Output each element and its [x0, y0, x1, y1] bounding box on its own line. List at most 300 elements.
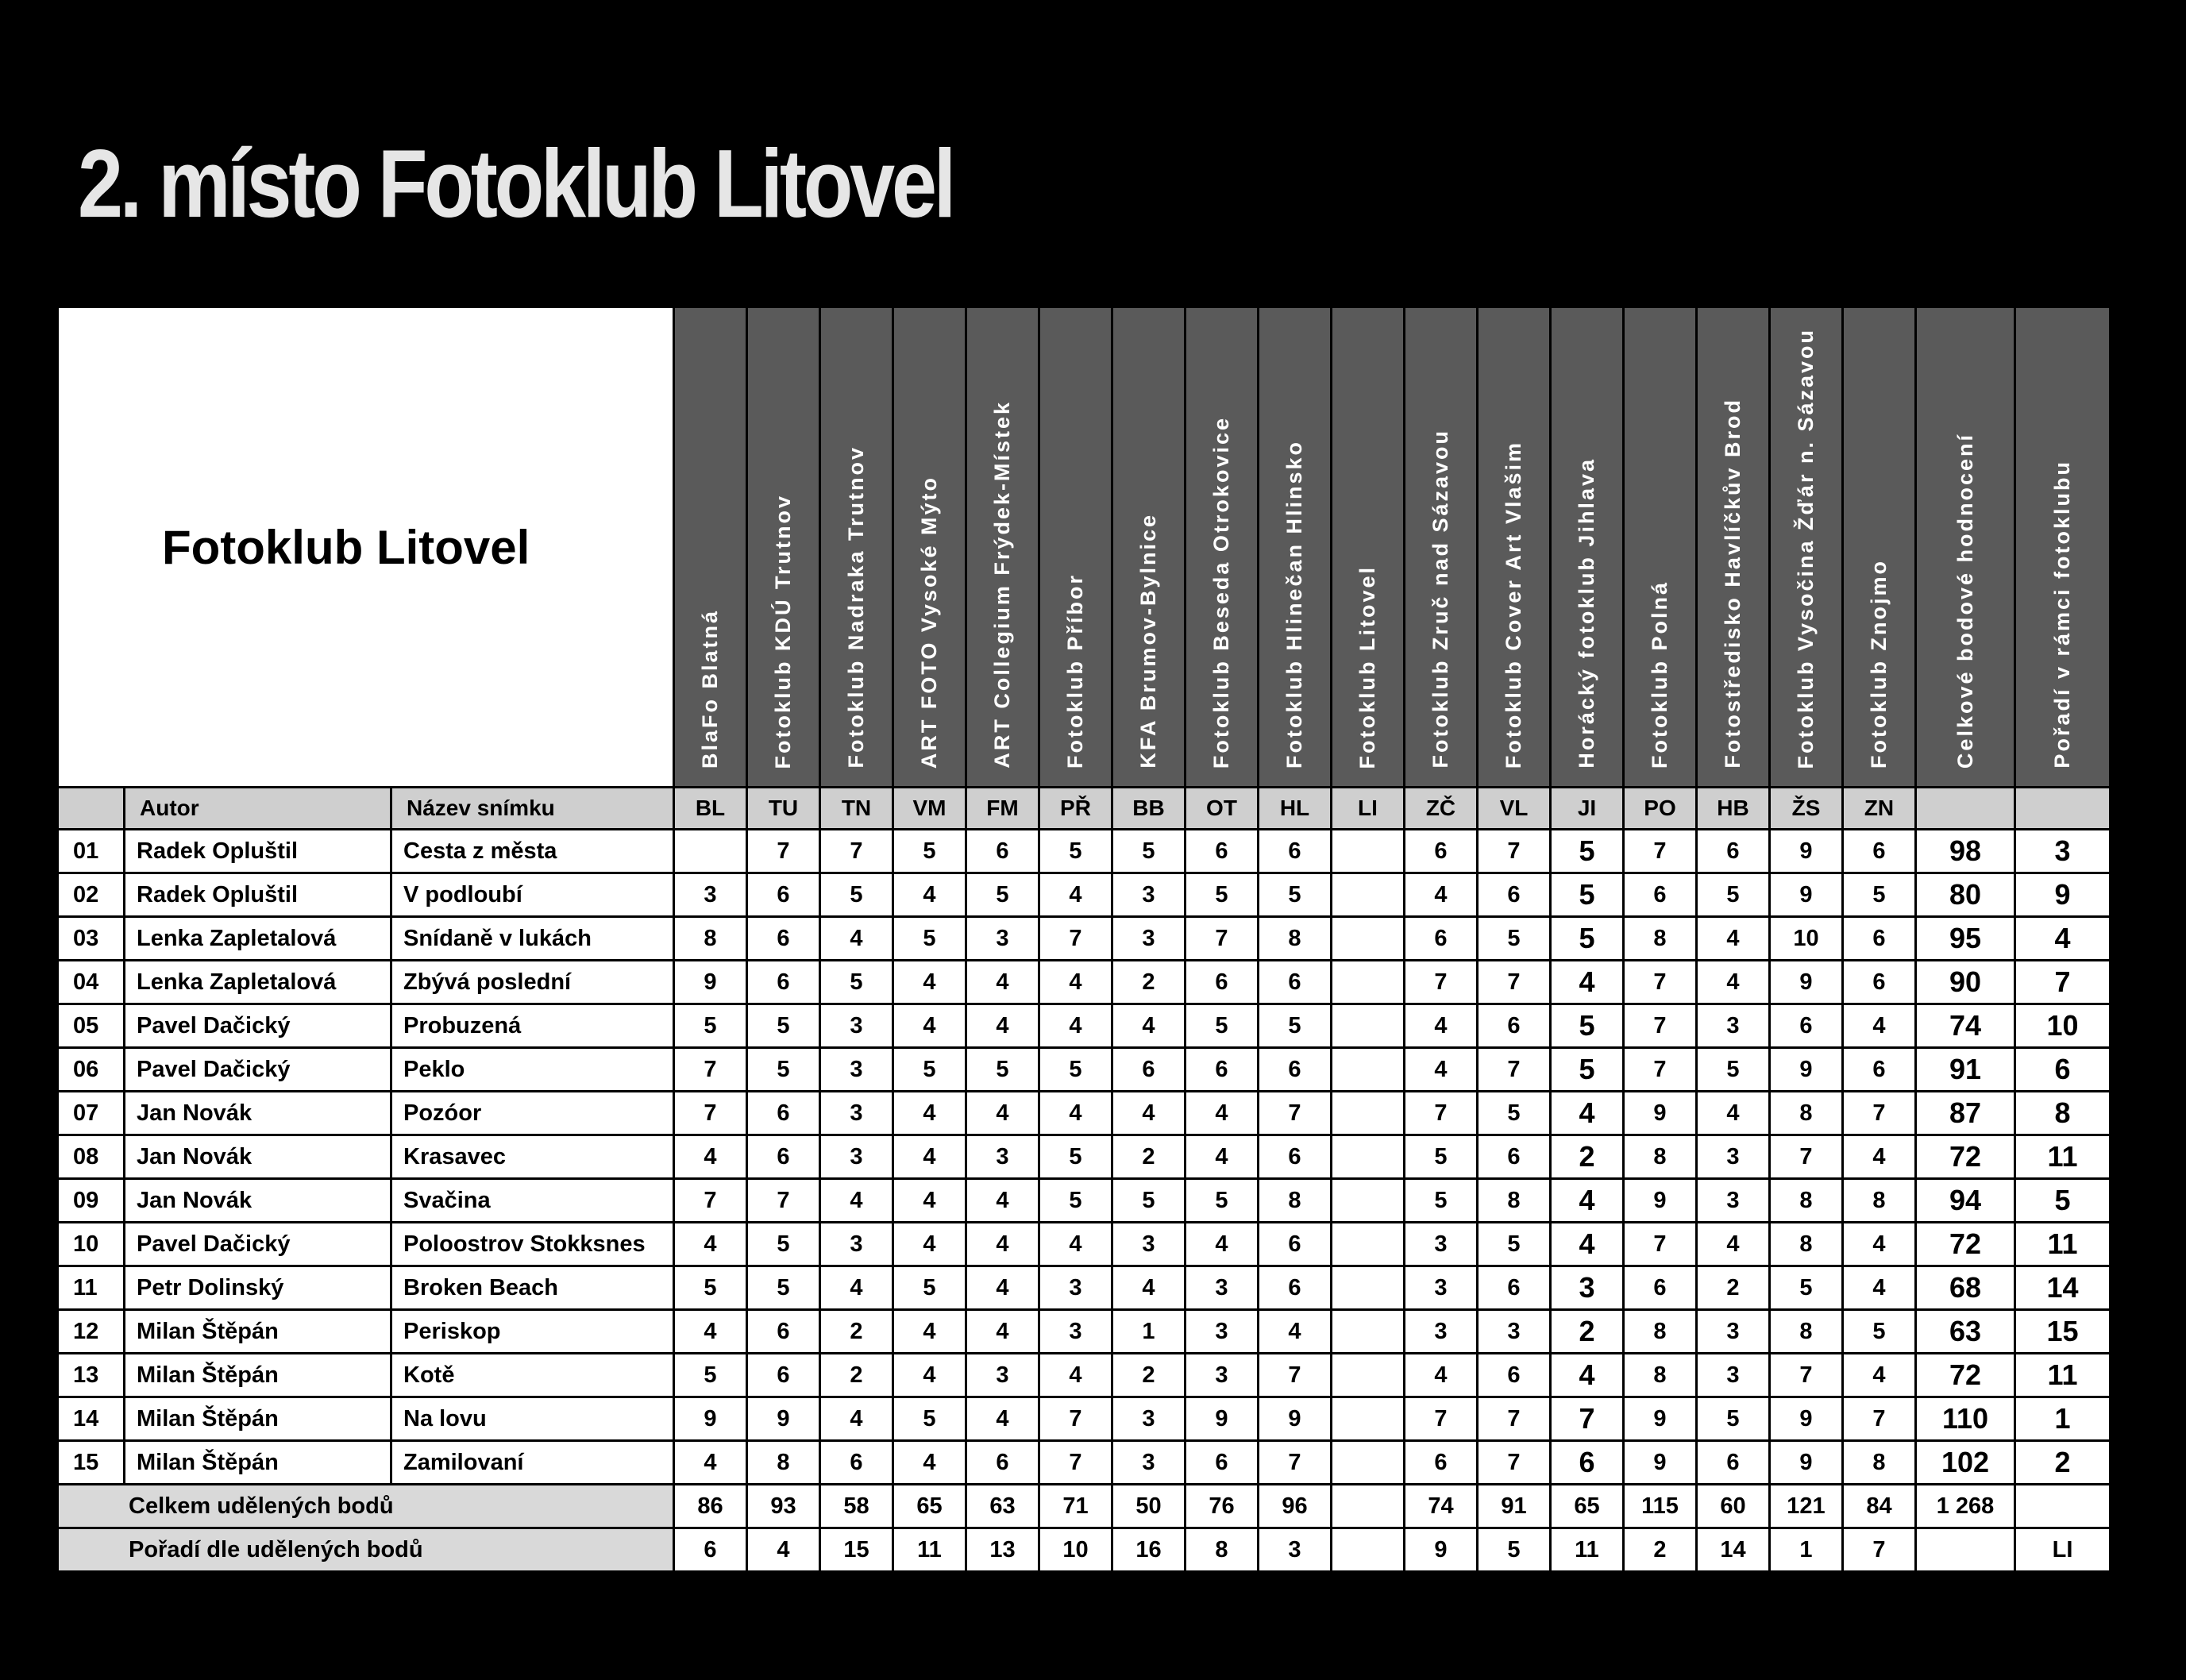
score-cell: 8	[1259, 1179, 1332, 1223]
score-cell	[1332, 1223, 1405, 1266]
score-cell: 3	[1405, 1266, 1478, 1310]
score-cell: 4	[1551, 1179, 1624, 1223]
score-cell: 6	[1624, 873, 1697, 917]
total-score-cell: 91	[1916, 1048, 2015, 1092]
ranking-row-value: 6	[674, 1528, 747, 1572]
total-score-cell: 80	[1916, 873, 2015, 917]
totals-row-value: 74	[1405, 1485, 1478, 1528]
score-cell: 4	[1551, 1223, 1624, 1266]
score-cell: 6	[1697, 1441, 1770, 1485]
ranking-row-rank: LI	[2015, 1528, 2111, 1572]
score-cell: 4	[1551, 1092, 1624, 1135]
photo-title-cell: Krasavec	[391, 1135, 674, 1179]
score-cell: 2	[820, 1310, 893, 1354]
table-row	[58, 1092, 2111, 1135]
club-rank-cell: 8	[2015, 1092, 2111, 1135]
author-cell: Milan Štěpán	[125, 1354, 391, 1397]
photo-title-cell: Kotě	[391, 1354, 674, 1397]
score-cell: 9	[1624, 1441, 1697, 1485]
score-cell: 6	[1186, 1441, 1259, 1485]
total-score-cell: 74	[1916, 1004, 2015, 1048]
totals-row-value: 76	[1186, 1485, 1259, 1528]
table-row	[58, 1354, 2111, 1397]
photo-number: 08	[58, 1135, 125, 1179]
judge-column-header	[820, 307, 893, 788]
total-score-cell: 90	[1916, 961, 2015, 1004]
score-cell: 9	[1770, 961, 1843, 1004]
score-cell: 4	[966, 961, 1039, 1004]
totals-row-value: 84	[1843, 1485, 1916, 1528]
judge-code: PO	[1624, 788, 1697, 830]
score-cell: 8	[674, 917, 747, 961]
totals-row-value: 115	[1624, 1485, 1697, 1528]
score-cell: 3	[966, 1354, 1039, 1397]
table-row	[58, 1397, 2111, 1441]
ranking-row-value: 8	[1186, 1528, 1259, 1572]
total-score-cell: 110	[1916, 1397, 2015, 1441]
score-cell: 4	[1697, 917, 1770, 961]
score-cell: 5	[747, 1004, 820, 1048]
score-cell: 10	[1770, 917, 1843, 961]
score-cell: 6	[966, 1441, 1039, 1485]
score-cell: 7	[1186, 917, 1259, 961]
score-cell: 3	[1112, 1441, 1186, 1485]
score-cell	[1332, 1266, 1405, 1310]
score-cell: 6	[1405, 830, 1478, 873]
judge-column-header	[1259, 307, 1332, 788]
club-rank-cell: 15	[2015, 1310, 2111, 1354]
score-cell: 4	[1405, 1048, 1478, 1092]
score-cell: 5	[1843, 873, 1916, 917]
ranking-row-value: 15	[820, 1528, 893, 1572]
score-cell: 8	[1770, 1223, 1843, 1266]
score-cell: 9	[674, 961, 747, 1004]
num-header-cell	[58, 788, 125, 830]
score-cell: 3	[1112, 1223, 1186, 1266]
score-cell: 9	[1770, 1048, 1843, 1092]
totals-row-value: 58	[820, 1485, 893, 1528]
totals-row-value: 65	[893, 1485, 966, 1528]
judge-code: ZČ	[1405, 788, 1478, 830]
ranking-row	[58, 1528, 2111, 1572]
author-cell: Pavel Dačický	[125, 1004, 391, 1048]
score-cell: 4	[1039, 1004, 1112, 1048]
table-row	[58, 1179, 2111, 1223]
judge-club-name: ART Collegium Frýdek-Místek	[990, 400, 1014, 769]
score-cell: 5	[1039, 1135, 1112, 1179]
page-title: 2. místo Fotoklub Litovel	[78, 129, 954, 237]
score-cell: 4	[674, 1441, 747, 1485]
score-cell: 7	[1478, 961, 1551, 1004]
score-cell: 6	[747, 1354, 820, 1397]
judge-code: OT	[1186, 788, 1259, 830]
totals-row-total: 1 268	[1916, 1485, 2015, 1528]
total-score-cell: 98	[1916, 830, 2015, 873]
photo-title-cell: Cesta z města	[391, 830, 674, 873]
totals-row-value: 91	[1478, 1485, 1551, 1528]
ranking-row-value: 7	[1843, 1528, 1916, 1572]
score-cell: 4	[1186, 1223, 1259, 1266]
score-cell: 6	[1405, 1441, 1478, 1485]
photo-title-cell: Poloostrov Stokksnes	[391, 1223, 674, 1266]
score-cell: 9	[1186, 1397, 1259, 1441]
score-cell: 8	[1259, 917, 1332, 961]
table-row	[58, 1441, 2111, 1485]
club-rank-cell: 7	[2015, 961, 2111, 1004]
score-cell: 7	[1770, 1135, 1843, 1179]
photo-number: 09	[58, 1179, 125, 1223]
total-header	[1916, 307, 2015, 788]
photo-title-cell: Zbývá poslední	[391, 961, 674, 1004]
score-cell: 5	[1697, 873, 1770, 917]
judge-club-name: Fotoklub Cover Art Vlašim	[1502, 440, 1525, 769]
score-cell: 4	[674, 1223, 747, 1266]
judge-club-name: Fotoklub Znojmo	[1867, 559, 1891, 769]
judge-column-header	[1332, 307, 1405, 788]
photo-number: 07	[58, 1092, 125, 1135]
judge-column-header	[1697, 307, 1770, 788]
score-cell	[1332, 1048, 1405, 1092]
score-cell: 6	[747, 961, 820, 1004]
score-cell: 5	[893, 1048, 966, 1092]
author-cell: Jan Novák	[125, 1179, 391, 1223]
score-cell: 3	[1186, 1266, 1259, 1310]
score-cell: 4	[1039, 1092, 1112, 1135]
score-cell: 2	[820, 1354, 893, 1397]
score-cell: 4	[893, 873, 966, 917]
score-cell: 7	[674, 1048, 747, 1092]
author-cell: Milan Štěpán	[125, 1397, 391, 1441]
table-row	[58, 1004, 2111, 1048]
total-score-cell: 63	[1916, 1310, 2015, 1354]
score-cell: 4	[1697, 1223, 1770, 1266]
score-cell	[1332, 830, 1405, 873]
score-cell: 8	[1624, 917, 1697, 961]
score-cell: 4	[674, 1135, 747, 1179]
score-cell: 7	[1259, 1354, 1332, 1397]
score-cell: 3	[1112, 1397, 1186, 1441]
club-rank-cell: 11	[2015, 1354, 2111, 1397]
score-cell	[1332, 1310, 1405, 1354]
score-cell: 7	[1039, 1397, 1112, 1441]
score-cell: 2	[1112, 1354, 1186, 1397]
score-cell: 6	[1551, 1441, 1624, 1485]
score-cell: 6	[747, 873, 820, 917]
score-cell: 6	[966, 830, 1039, 873]
score-cell: 4	[820, 1179, 893, 1223]
total-header-code-cell	[1916, 788, 2015, 830]
judge-code: PŘ	[1039, 788, 1112, 830]
judge-code: ZN	[1843, 788, 1916, 830]
score-cell: 7	[1478, 1441, 1551, 1485]
score-cell: 5	[893, 917, 966, 961]
table-row	[58, 1310, 2111, 1354]
score-cell: 7	[1770, 1354, 1843, 1397]
judge-code: FM	[966, 788, 1039, 830]
score-cell: 7	[1551, 1397, 1624, 1441]
score-cell: 5	[674, 1004, 747, 1048]
score-cell: 6	[1697, 830, 1770, 873]
score-cell: 6	[1624, 1266, 1697, 1310]
judge-column-header	[1624, 307, 1697, 788]
totals-row-value: 93	[747, 1485, 820, 1528]
score-cell: 6	[747, 1092, 820, 1135]
photo-title-cell: Na lovu	[391, 1397, 674, 1441]
ranking-row-value: 4	[747, 1528, 820, 1572]
score-cell: 5	[893, 1266, 966, 1310]
score-cell: 9	[1259, 1397, 1332, 1441]
rank-header	[2015, 307, 2111, 788]
score-cell: 6	[747, 917, 820, 961]
score-cell: 5	[1259, 873, 1332, 917]
score-cell: 4	[1405, 1004, 1478, 1048]
score-cell: 4	[893, 1441, 966, 1485]
judge-code: LI	[1332, 788, 1405, 830]
club-rank-cell: 3	[2015, 830, 2111, 873]
club-rank-cell: 2	[2015, 1441, 2111, 1485]
score-cell	[1332, 1354, 1405, 1397]
table-row	[58, 1048, 2111, 1092]
score-cell: 4	[966, 1310, 1039, 1354]
score-cell: 5	[820, 873, 893, 917]
judge-column-header	[1770, 307, 1843, 788]
judge-club-name: Fotoklub Příbor	[1063, 573, 1087, 769]
score-cell: 5	[1186, 1179, 1259, 1223]
score-cell: 7	[1478, 1397, 1551, 1441]
score-cell: 4	[893, 1223, 966, 1266]
score-cell: 5	[1112, 1179, 1186, 1223]
score-cell: 4	[1039, 1223, 1112, 1266]
score-cell: 4	[820, 1397, 893, 1441]
judge-code: VL	[1478, 788, 1551, 830]
score-cell: 6	[1186, 1048, 1259, 1092]
score-cell: 6	[1843, 917, 1916, 961]
photo-number: 14	[58, 1397, 125, 1441]
score-cell: 9	[747, 1397, 820, 1441]
score-cell: 8	[1770, 1179, 1843, 1223]
score-cell: 3	[820, 1135, 893, 1179]
score-cell	[1332, 1441, 1405, 1485]
judge-club-name: Fotoklub Zruč nad Sázavou	[1428, 429, 1452, 769]
score-cell	[1332, 1004, 1405, 1048]
judge-column-header	[674, 307, 747, 788]
score-cell: 7	[1405, 1397, 1478, 1441]
author-cell: Radek Opluštil	[125, 830, 391, 873]
score-cell: 7	[1624, 830, 1697, 873]
table-row	[58, 1223, 2111, 1266]
score-cell: 5	[1551, 873, 1624, 917]
score-cell: 5	[1186, 873, 1259, 917]
photo-number: 11	[58, 1266, 125, 1310]
score-cell: 7	[1259, 1092, 1332, 1135]
score-cell: 5	[966, 873, 1039, 917]
score-cell: 5	[893, 1397, 966, 1441]
score-cell: 8	[1770, 1310, 1843, 1354]
score-cell: 8	[1770, 1092, 1843, 1135]
score-cell: 5	[1478, 1223, 1551, 1266]
score-cell: 6	[1770, 1004, 1843, 1048]
score-cell: 5	[1405, 1135, 1478, 1179]
judge-code: JI	[1551, 788, 1624, 830]
score-cell: 4	[1843, 1266, 1916, 1310]
score-cell: 6	[1478, 1135, 1551, 1179]
photo-number: 10	[58, 1223, 125, 1266]
totals-row-value: 121	[1770, 1485, 1843, 1528]
photo-number: 06	[58, 1048, 125, 1092]
score-cell: 3	[1405, 1310, 1478, 1354]
score-cell: 4	[1697, 1092, 1770, 1135]
score-cell: 1	[1112, 1310, 1186, 1354]
photo-title-cell: Peklo	[391, 1048, 674, 1092]
totals-row-rank	[2015, 1485, 2111, 1528]
score-cell: 4	[893, 1179, 966, 1223]
score-cell: 3	[1697, 1354, 1770, 1397]
photo-header: Název snímku	[391, 788, 674, 830]
score-cell: 6	[1259, 1048, 1332, 1092]
ranking-row-value: 5	[1478, 1528, 1551, 1572]
score-cell	[1332, 1135, 1405, 1179]
score-cell: 3	[1112, 873, 1186, 917]
score-cell: 7	[1039, 1441, 1112, 1485]
judge-column-header	[966, 307, 1039, 788]
judge-club-name: BlaFo Blatná	[698, 608, 722, 769]
score-cell: 4	[893, 1310, 966, 1354]
author-cell: Lenka Zapletalová	[125, 961, 391, 1004]
photo-title-cell: Broken Beach	[391, 1266, 674, 1310]
score-cell: 6	[1259, 830, 1332, 873]
score-cell: 5	[1112, 830, 1186, 873]
judge-code: HL	[1259, 788, 1332, 830]
score-cell: 2	[1697, 1266, 1770, 1310]
judge-column-header	[893, 307, 966, 788]
totals-row-value: 96	[1259, 1485, 1332, 1528]
table-row	[58, 917, 2111, 961]
judge-club-name: Fotoklub Vysočina Žďár n. Sázavou	[1794, 327, 1818, 769]
score-cell: 5	[1551, 917, 1624, 961]
ranking-row-value	[1332, 1528, 1405, 1572]
score-cell: 5	[1697, 1048, 1770, 1092]
judge-club-name: Fotostředisko Havlíčkův Brod	[1721, 398, 1745, 769]
photo-number: 02	[58, 873, 125, 917]
ranking-row-value: 3	[1259, 1528, 1332, 1572]
score-cell: 6	[1478, 873, 1551, 917]
score-cell: 5	[1405, 1179, 1478, 1223]
score-cell	[1332, 873, 1405, 917]
score-cell: 6	[1478, 1004, 1551, 1048]
club-rank-cell: 9	[2015, 873, 2111, 917]
score-cell: 4	[893, 1004, 966, 1048]
score-cell: 8	[1624, 1135, 1697, 1179]
score-cell: 9	[1770, 1441, 1843, 1485]
score-cell: 3	[1697, 1135, 1770, 1179]
score-cell: 8	[1843, 1179, 1916, 1223]
judge-club-name: KFA Brumov-Bylnice	[1136, 513, 1160, 769]
author-cell: Radek Opluštil	[125, 873, 391, 917]
club-rank-cell: 5	[2015, 1179, 2111, 1223]
judge-club-name: Horácký fotoklub Jihlava	[1575, 457, 1598, 769]
judge-column-header	[1843, 307, 1916, 788]
score-cell: 6	[1112, 1048, 1186, 1092]
score-cell: 4	[1039, 961, 1112, 1004]
totals-row-value: 63	[966, 1485, 1039, 1528]
score-cell: 4	[966, 1179, 1039, 1223]
score-cell: 3	[1039, 1310, 1112, 1354]
judge-column-header	[1478, 307, 1551, 788]
score-cell: 4	[1843, 1223, 1916, 1266]
score-cell: 5	[966, 1048, 1039, 1092]
table-row	[58, 830, 2111, 873]
score-cell: 4	[893, 961, 966, 1004]
score-cell: 6	[747, 1310, 820, 1354]
score-cell: 8	[747, 1441, 820, 1485]
score-cell: 6	[747, 1135, 820, 1179]
club-name: Fotoklub Litovel	[58, 307, 674, 788]
club-rank-cell: 1	[2015, 1397, 2111, 1441]
photo-title-cell: Probuzená	[391, 1004, 674, 1048]
score-cell: 5	[1478, 1092, 1551, 1135]
score-cell: 2	[1551, 1135, 1624, 1179]
score-cell: 3	[1697, 1004, 1770, 1048]
score-cell: 9	[1624, 1092, 1697, 1135]
totals-row-value: 65	[1551, 1485, 1624, 1528]
score-cell: 8	[1624, 1354, 1697, 1397]
score-cell: 4	[966, 1092, 1039, 1135]
score-cell: 7	[1405, 1092, 1478, 1135]
score-cell: 3	[1551, 1266, 1624, 1310]
photo-number: 04	[58, 961, 125, 1004]
club-rank-cell: 14	[2015, 1266, 2111, 1310]
score-cell: 4	[1551, 961, 1624, 1004]
score-cell: 5	[674, 1354, 747, 1397]
total-header-text: Celkové bodové hodnocení	[1953, 432, 1977, 769]
author-header: Autor	[125, 788, 391, 830]
rank-header-code-cell	[2015, 788, 2111, 830]
score-cell: 9	[1770, 873, 1843, 917]
header-row	[58, 307, 2111, 788]
author-cell: Pavel Dačický	[125, 1223, 391, 1266]
score-cell	[1332, 961, 1405, 1004]
score-cell: 6	[1186, 961, 1259, 1004]
judge-club-name: Fotoklub Hlinečan Hlinsko	[1282, 439, 1306, 769]
score-cell: 7	[1478, 1048, 1551, 1092]
judge-code: ŽS	[1770, 788, 1843, 830]
score-cell: 4	[893, 1135, 966, 1179]
score-cell: 6	[1478, 1354, 1551, 1397]
score-cell: 3	[674, 873, 747, 917]
score-cell: 4	[966, 1397, 1039, 1441]
total-score-cell: 102	[1916, 1441, 2015, 1485]
score-cell: 4	[1405, 873, 1478, 917]
totals-row-value: 50	[1112, 1485, 1186, 1528]
author-cell: Jan Novák	[125, 1135, 391, 1179]
club-rank-cell: 11	[2015, 1135, 2111, 1179]
table-row	[58, 1266, 2111, 1310]
judge-code: BB	[1112, 788, 1186, 830]
score-cell: 4	[1186, 1135, 1259, 1179]
score-cell: 3	[820, 1048, 893, 1092]
score-cell: 3	[1186, 1354, 1259, 1397]
club-rank-cell: 4	[2015, 917, 2111, 961]
score-cell: 3	[1186, 1310, 1259, 1354]
score-cell: 7	[1259, 1441, 1332, 1485]
table-row	[58, 873, 2111, 917]
score-cell: 5	[1039, 1179, 1112, 1223]
score-cell: 5	[1186, 1004, 1259, 1048]
photo-number: 12	[58, 1310, 125, 1354]
totals-row-value	[1332, 1485, 1405, 1528]
score-cell: 6	[1186, 830, 1259, 873]
score-cell: 4	[966, 1266, 1039, 1310]
